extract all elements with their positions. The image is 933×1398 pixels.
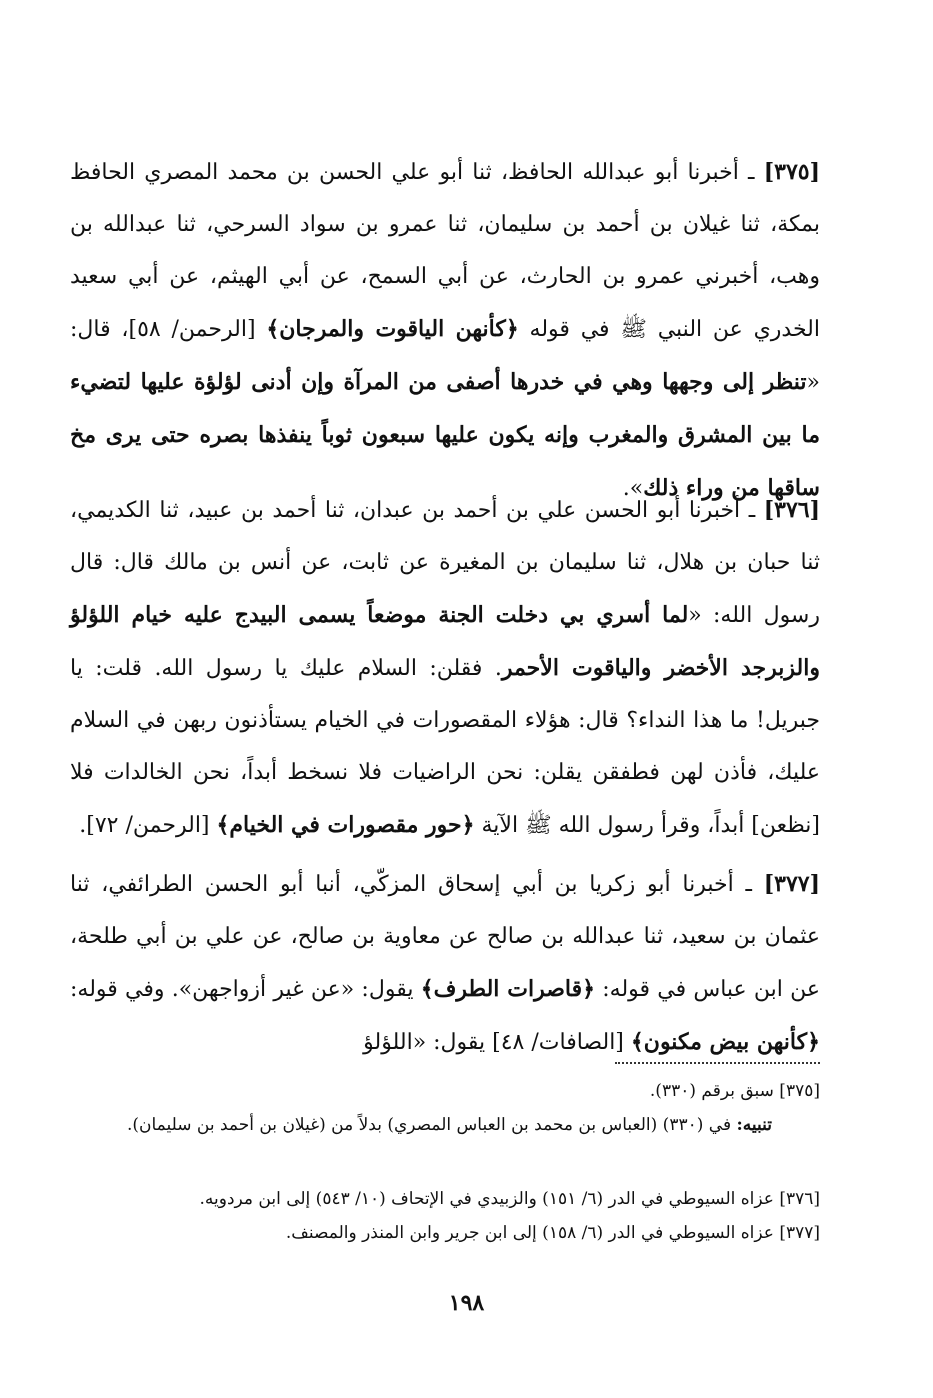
- hadith-number: [٣٧٧]: [763, 871, 820, 897]
- verse-reference: [الرحمن/ ٧٢].: [79, 813, 217, 838]
- hadith-end: ».: [622, 476, 644, 501]
- quran-verse: ﴿كأنهن الياقوت والمرجان﴾: [266, 316, 519, 342]
- footnote-375: [٣٧٥] سبق برقم (٣٣٠).: [649, 1081, 820, 1101]
- footnote-label: تنبيه:: [736, 1115, 772, 1135]
- footnote-377: [٣٧٧] عزاه السيوطي في الدر (٦/ ١٥٨) إلى ابن جرير وابن المنذر والمصنف.: [285, 1223, 820, 1243]
- footnote-note-text: في (٣٣٠) (العباس بن محمد بن العباس المصري) بدلاً من (غيلان بن أحمد بن سليمان).: [126, 1115, 732, 1135]
- hadith-number: [٣٧٥]: [763, 159, 820, 185]
- footnote-note: [70, 1110, 820, 1140]
- hadith-text: يقول: «عن غير أزواجهن». وفي قوله:: [70, 977, 421, 1002]
- quran-verse: ﴿حور مقصورات في الخيام﴾: [216, 812, 475, 838]
- hadith-number: [٣٧٦]: [763, 497, 820, 523]
- hadith-376: [70, 484, 820, 852]
- hadith-matn-rest: . فقلن: السلام عليك يا رسول الله. قلت: يا جبريل! ما هذا النداء؟ قال: هؤلاء المقصورات في الخيام يستأذنون ربهن في السلام عليك، فأذن لهن فطفقن يقلن: نحن الراضيات فلا نسخط أبداً، نحن الخالدات فلا [نظعن] أبداً، وقرأ رسول الله ﷺ الآية: [70, 656, 820, 838]
- hadith-isnad: ـ أخبرنا أبو زكريا بن أبي إسحاق المزكّي، أنبا أبو الحسن الطرائفي، ثنا عثمان بن سعيد، ثنا عبدالله بن صالح عن معاوية بن صالح، عن علي بن أبي طلحة، عن ابن عباس في قوله:: [70, 872, 820, 1002]
- page-number: ١٩٨: [448, 1290, 485, 1316]
- hadith-isnad: ـ أخبرنا أبو الحسن علي بن أحمد بن عبدان، ثنا أحمد بن عبيد، ثنا الكديمي، ثنا حبان بن هلال، ثنا سليمان بن المغيرة عن ثابت، عن أنس بن مالك قال: قال رسول الله: «: [70, 498, 820, 628]
- quran-verse: ﴿قاصرات الطرف﴾: [420, 976, 596, 1002]
- verse-reference: [الرحمن/ ٥٨]، قال: «: [70, 317, 820, 395]
- quran-verse: ﴿كأنهن بيض مكنون﴾: [630, 1029, 820, 1055]
- hadith-matn-bold: لما أسري بي دخلت الجنة موضعاً يسمى البيدج عليه خيام اللؤلؤ والزبرجد الأخضر والياقوت الأحمر: [70, 602, 820, 681]
- footnote-376: [٣٧٦] عزاه السيوطي في الدر (٦/ ١٥١) والزبيدي في الإتحاف (١٠/ ٥٤٣) إلى ابن مردويه.: [199, 1189, 820, 1209]
- hadith-matn: تنظر إلى وجهها وهي في خدرها أصفى من المرآة وإن أدنى لؤلؤة عليها لتضيء ما بين المشرق والمغرب وإنه يكون عليها سبعون ثوباً ينفذها بصره حتى يرى مخ ساقها من وراء ذلك: [70, 369, 820, 501]
- hadith-isnad: ـ أخبرنا أبو عبدالله الحافظ، ثنا أبو علي الحسن بن محمد المصري الحافظ بمكة، ثنا غيلان بن أحمد بن سليمان، ثنا عمرو بن سواد السرحي، ثنا عبدالله بن وهب، أخبرني عمرو بن الحارث، عن أبي السمح، عن أبي الهيثم، عن أبي سعيد الخدري عن النبي ﷺ في قوله: [70, 160, 820, 342]
- hadith-375: [70, 146, 820, 515]
- footnote-separator: [615, 1062, 820, 1064]
- hadith-text: [الصافات/ ٤٨] يقول: «اللؤلؤ: [363, 1030, 631, 1055]
- hadith-377: [70, 858, 820, 1069]
